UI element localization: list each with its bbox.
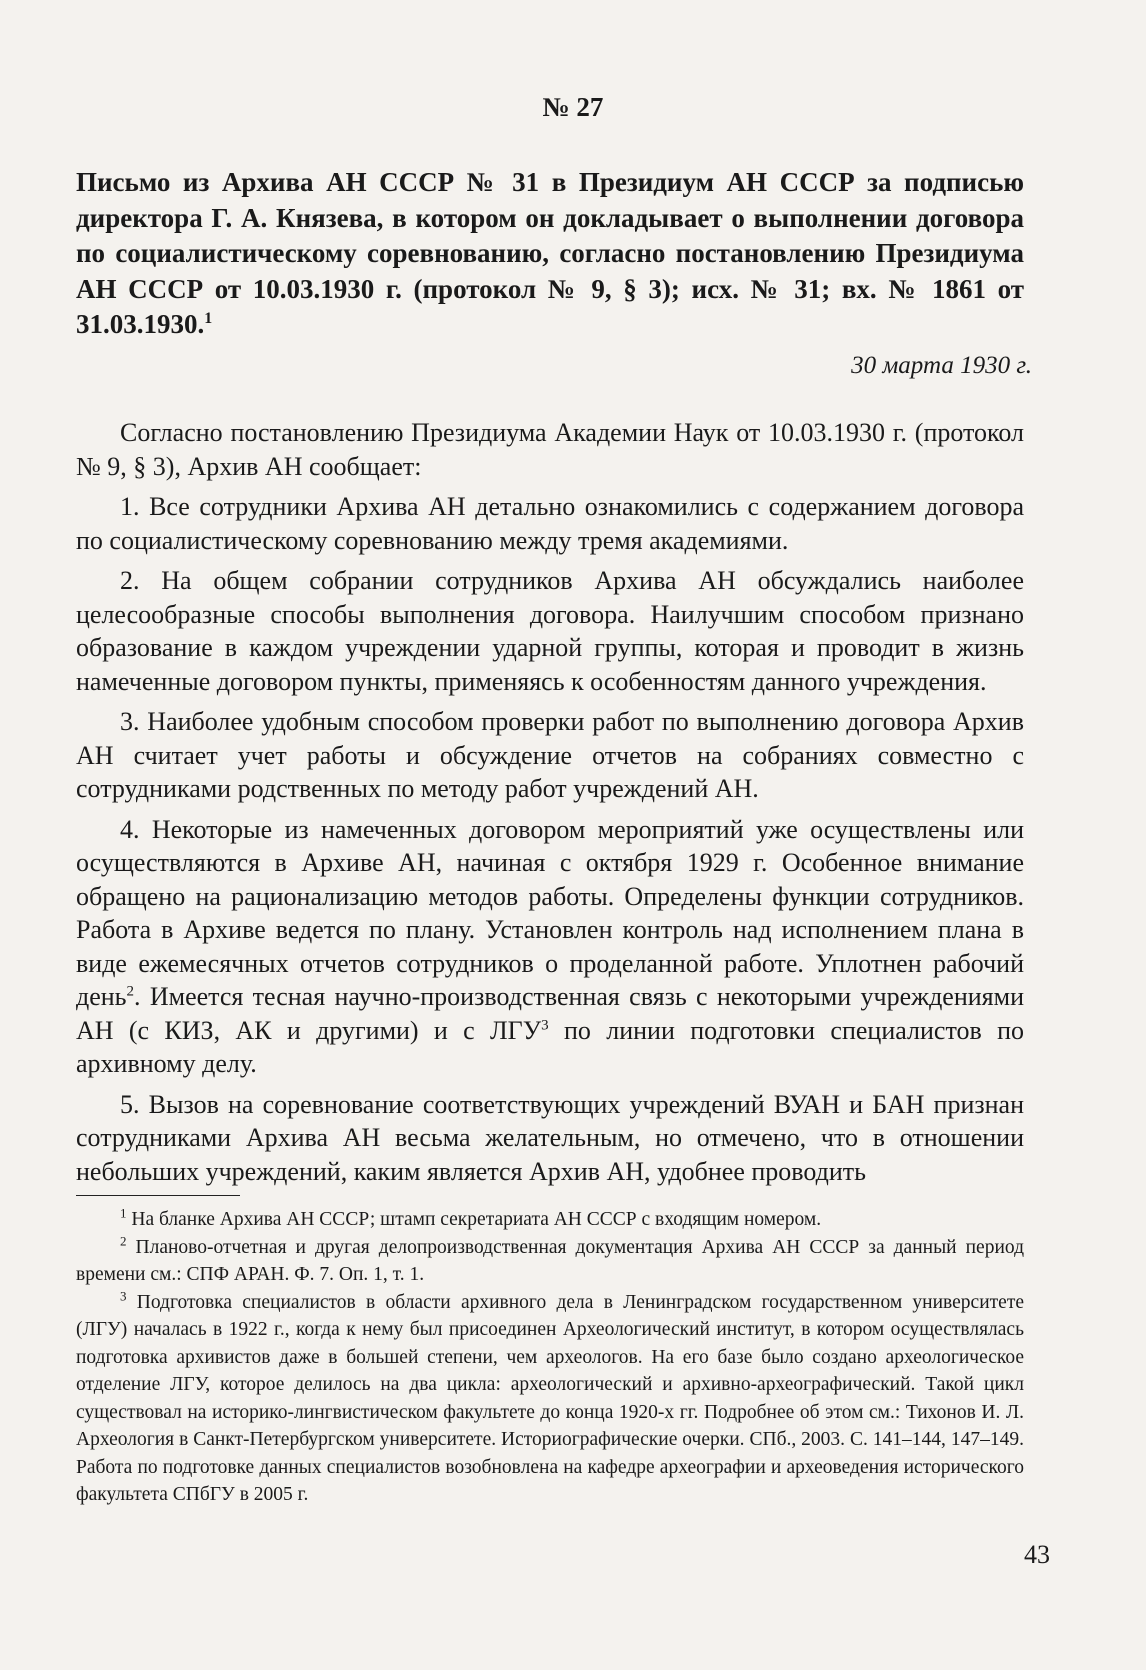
footnote-number: 2 — [120, 1233, 127, 1248]
footnote-text: Подготовка специалистов в области архивного дела в Ленинградском государственном университете (ЛГУ) началась в 1922 г., когда к нему был присоединен Археологический институт, в котором осуществлялась подготовка архивистов даже в большей степени, чем археологов. На его базе было создано археологическое отделение ЛГУ, которое делилось на два цикла: археологический и архивно-археографический. Такой цикл существовал на историко-лингвистическом факультете до конца 1920-х гг. Подробнее об этом см.: Тихонов И. Л. Археология в Санкт-Петербургском университете. Историографические очерки. СПб., 2003. С. 141–144, 147–149. Работа по подготовке данных специалистов возобновлена на кафедре археографии и археоведения исторического факультета СПбГУ в 2005 г. — [76, 1291, 1024, 1505]
footnotes — [76, 1206, 1024, 1509]
footnote-ref-1: 1 — [204, 310, 213, 327]
document-title-text: Письмо из Архива АН СССР № 31 в Президиум АН СССР за подписью директора Г. А. Князева, в котором он докладывает о выполнении договора по социалистическому соревнованию, согласно постановлению Президиума АН СССР от 10.03.1930 г. (протокол № 9, § 3); исх. № 31; вх. № 1861 от 31.03.1930. — [76, 167, 1024, 339]
body-paragraph-4-part-b: . Имеется тесная научно-производственная связь с некоторыми учреждениями АН (с КИЗ, АК и другими) и с ЛГУ — [76, 982, 1024, 1045]
body-paragraph-4 — [76, 813, 1024, 1081]
document-date: 30 марта 1930 г. — [851, 352, 1032, 379]
footnote-1 — [76, 1206, 1024, 1234]
body-paragraph-2: 2. На общем собрании сотрудников Архива АН обсуждались наиболее целесообразные способы выполнения договора. Наилучшим способом признано образование в каждом учреждении ударной группы, которая и проводит в жизнь намеченные договором пункты, применяясь к особенностям данного учреждения. — [76, 566, 1024, 696]
body-paragraph-3: 3. Наиболее удобным способом проверки работ по выполнению договора Архив АН считает учет работы и обсуждение отчетов на собраниях совместно с сотрудниками родственных по методу работ учреждений АН. — [76, 707, 1024, 803]
footnote-ref-2: 2 — [126, 983, 135, 1000]
footnote-divider — [76, 1195, 240, 1196]
body-paragraph-4-part-a: 4. Некоторые из намеченных договором мероприятий уже осуществлены или осуществляются в Архиве АН, начиная с октября 1929 г. Особенное внимание обращено на рационализацию методов работы. Определены функции сотрудников. Работа в Архиве ведется по плану. Установлен контроль над исполнением плана в виде ежемесячных отчетов сотрудников о проделанной работе. Уплотнен рабочий день — [76, 814, 1024, 1011]
body-intro: Согласно постановлению Президиума Академии Наук от 10.03.1930 г. (протокол № 9, § 3), Архив АН сообщает: — [76, 418, 1024, 481]
document-body — [76, 416, 1024, 1195]
footnote-text: Планово-отчетная и другая делопроизводственная документация Архива АН СССР за данный период времени см.: СПФ АРАН. Ф. 7. Оп. 1, т. 1. — [76, 1236, 1024, 1285]
body-paragraph-1: 1. Все сотрудники Архива АН детально ознакомились с содержанием договора по социалистическому соревнованию между тремя академиями. — [76, 492, 1024, 555]
footnote-text: На бланке Архива АН СССР; штамп секретариата АН СССР с входящим номером. — [126, 1209, 822, 1230]
footnote-2 — [76, 1234, 1024, 1289]
document-number: № 27 — [542, 92, 604, 122]
body-paragraph-5: 5. Вызов на соревнование соответствующих учреждений ВУАН и БАН признан сотрудниками Архива АН весьма желательным, но отмечено, что в отношении небольших учреждений, каким является Архив АН, удобнее проводить — [76, 1089, 1024, 1186]
footnote-number: 1 — [120, 1205, 127, 1221]
footnote-number: 3 — [120, 1288, 127, 1303]
footnote-3 — [76, 1289, 1024, 1509]
footnote-ref-3: 3 — [541, 1016, 549, 1033]
body-paragraph-4-part-c: по линии подготовки специалистов по архивному делу. — [76, 1015, 1025, 1078]
document-title — [76, 165, 1024, 343]
page-number: 43 — [1024, 1540, 1050, 1569]
